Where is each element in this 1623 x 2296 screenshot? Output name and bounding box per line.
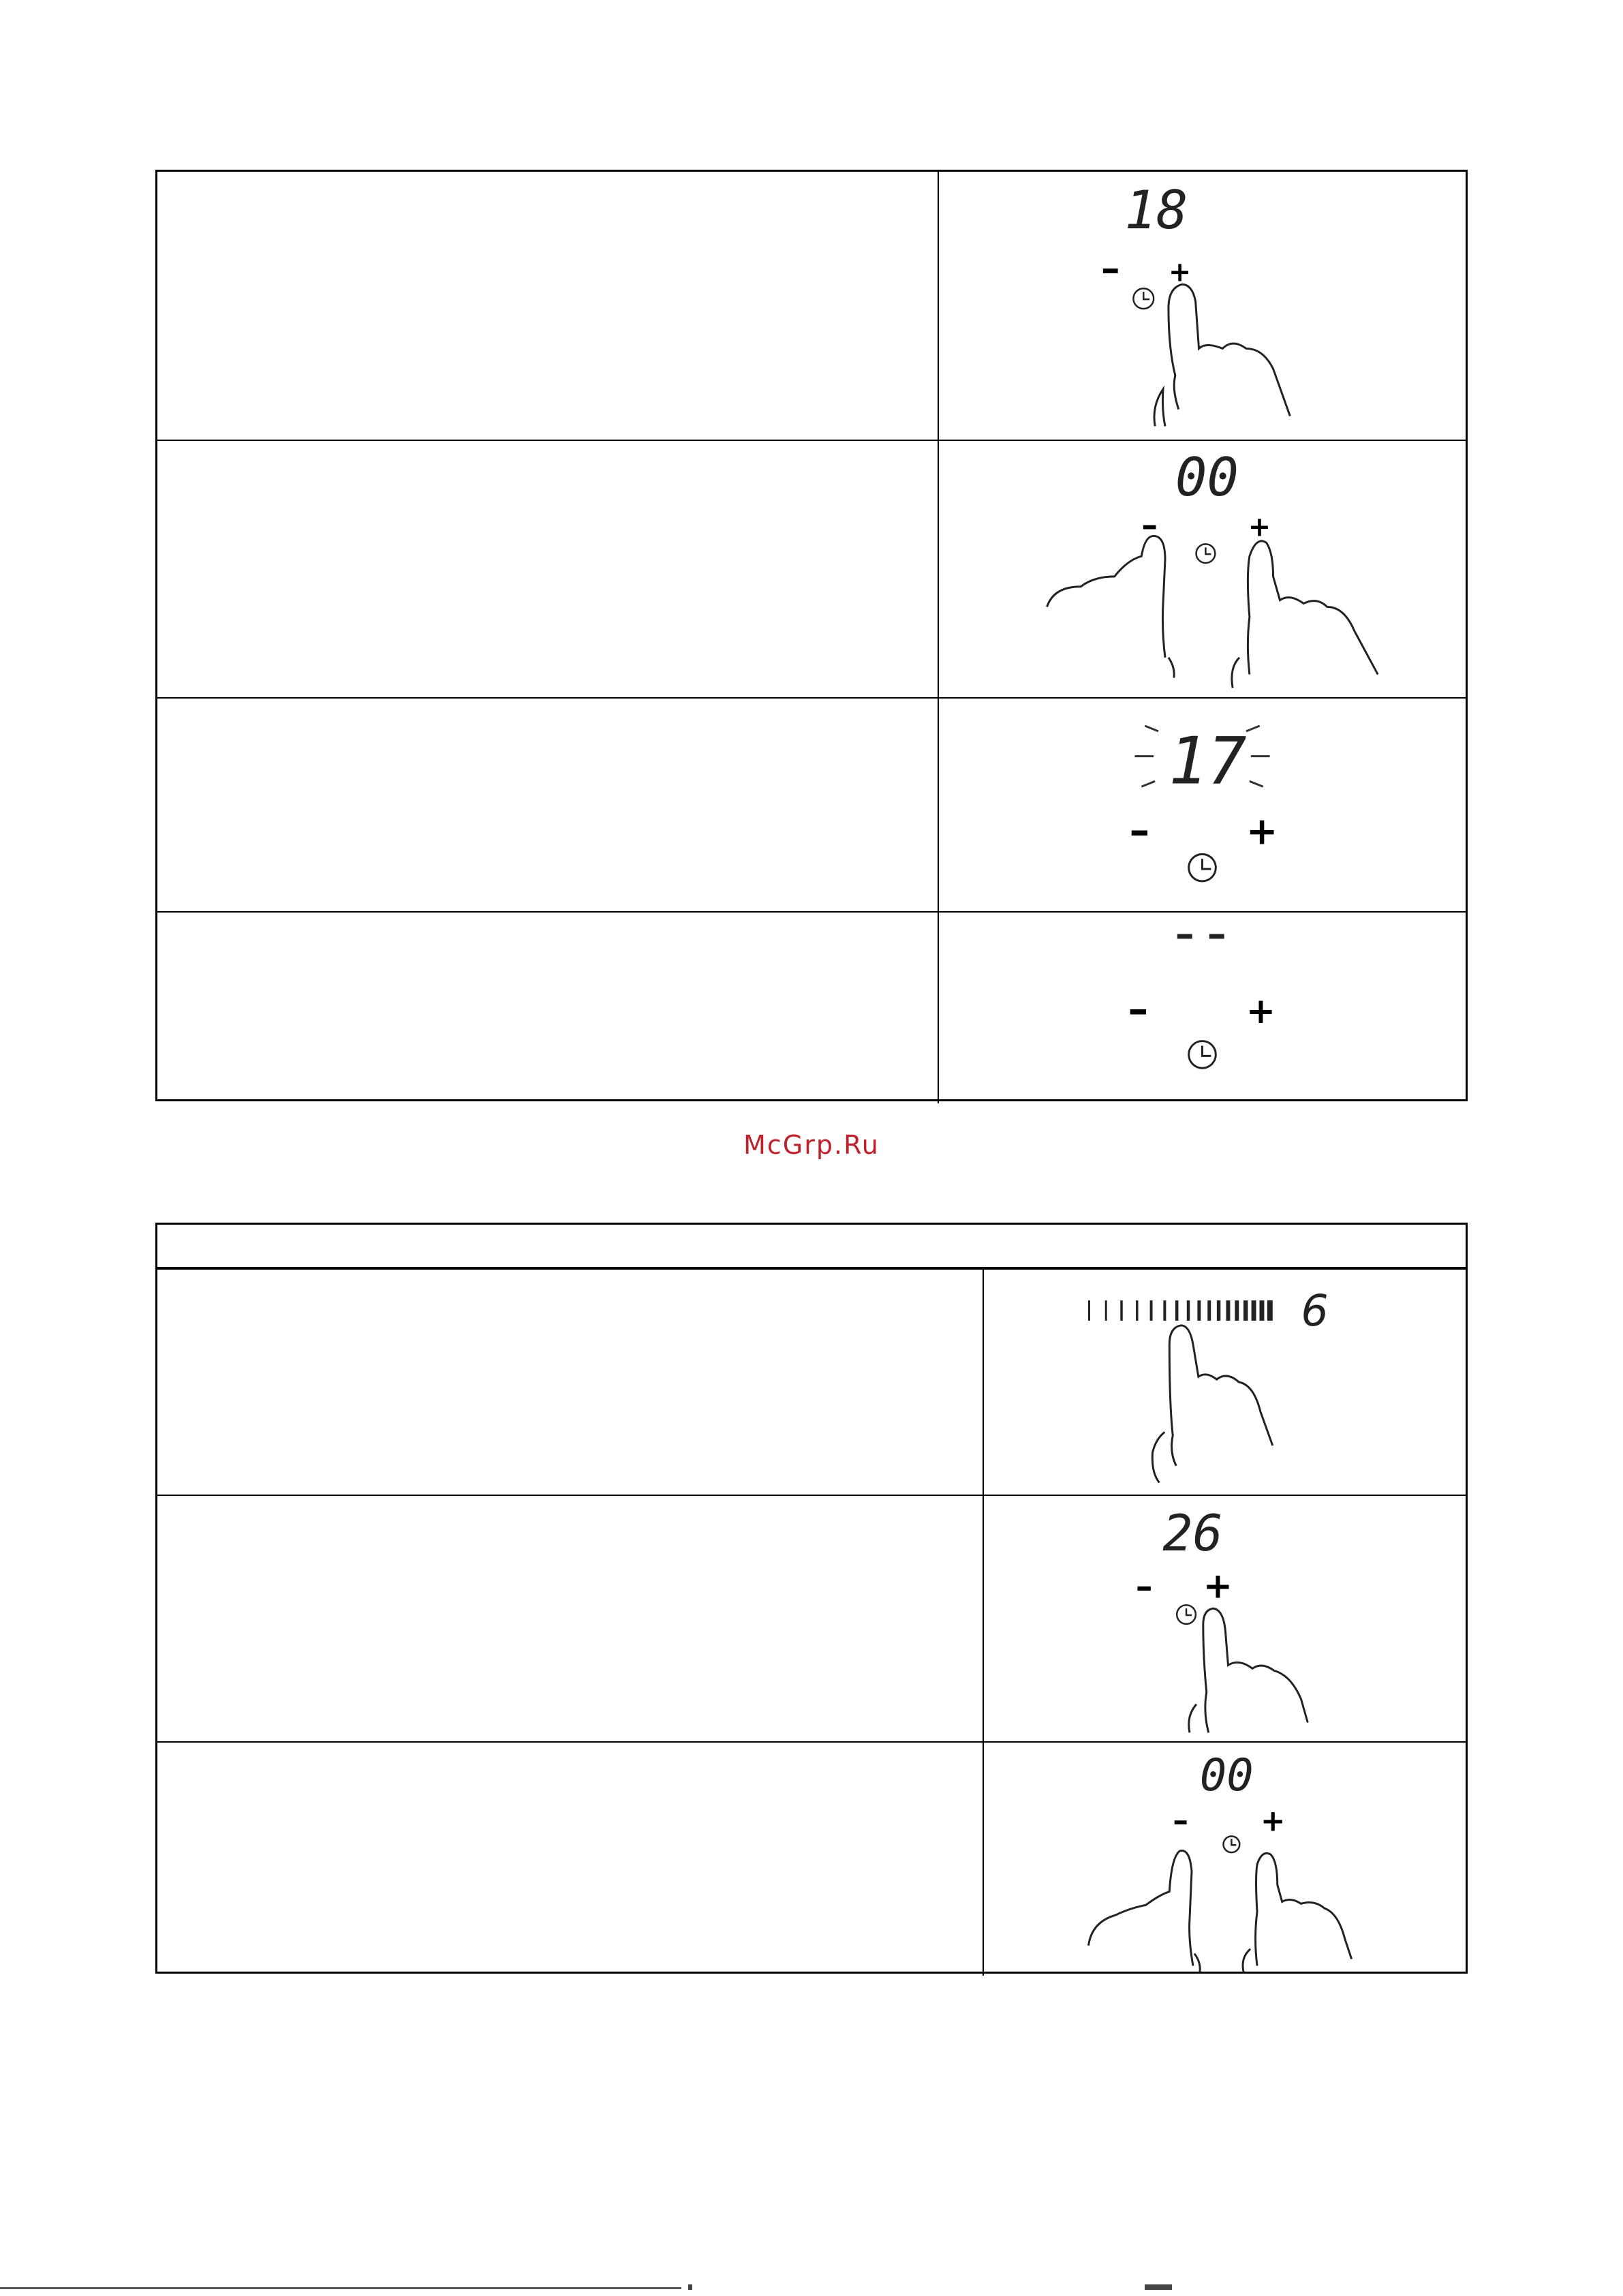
watermark-text: McGrp.Ru [743,1130,880,1160]
finger-icon [1203,1608,1308,1732]
row-description [157,172,938,440]
timer-reset-illustration [939,441,1466,697]
row-description [157,699,938,911]
finger-icon [1169,1326,1273,1466]
table-row [157,1741,1466,1976]
row-description [157,1496,983,1741]
table-row [157,172,1466,440]
instruction-table-1 [155,170,1468,1101]
minus-symbol: – [1128,985,1149,1033]
plus-symbol: + [1246,809,1278,854]
timer-display: 17 [1168,724,1247,799]
timer-reset-illustration [984,1743,1466,1976]
row-illustration [983,1743,1466,1976]
plus-symbol: + [1248,511,1271,543]
plus-symbol: + [1168,256,1192,288]
footer-scan-mark [1145,2284,1172,2290]
left-finger-icon [1047,536,1165,657]
minus-symbol: – [1129,807,1150,855]
row-illustration [938,441,1466,697]
table-row [157,911,1466,1103]
timer-off-illustration [939,913,1466,1103]
timer-display: 18 [1124,180,1188,242]
minus-symbol: – [1173,1802,1189,1839]
timer-display: – – [1175,913,1226,956]
table-row [157,1495,1466,1741]
timer-flashing-illustration [939,699,1466,911]
row-illustration [938,699,1466,911]
timer-display: 00 [1199,1749,1254,1801]
timer-display: 26 [1162,1504,1223,1563]
minus-symbol: – [1100,246,1120,291]
clock-icon [1224,1836,1240,1852]
footer-scan-mark [688,2284,692,2290]
row-description [157,1270,983,1495]
row-illustration [983,1496,1466,1741]
minus-symbol: – [1141,506,1158,545]
row-description [157,441,938,697]
table-row [157,1268,1466,1495]
row-description [157,913,938,1103]
left-finger-icon [1088,1850,1192,1965]
timer-display: 00 [1175,446,1239,508]
instruction-table-2 [155,1223,1468,1974]
power-slider-bar [1089,1300,1269,1321]
timer-press-plus-illustration [939,172,1466,440]
plus-symbol: + [1260,1804,1286,1839]
slider-select-illustration [984,1270,1466,1495]
finger-icon [1169,284,1290,416]
plus-symbol: + [1203,1565,1233,1607]
table-row [157,440,1466,697]
row-illustration [938,913,1466,1103]
table-row [157,697,1466,911]
minus-symbol: – [1135,1566,1153,1606]
row-description [157,1743,983,1976]
clock-icon [1196,544,1216,563]
row-illustration [983,1270,1466,1495]
clock-icon [1189,1041,1216,1069]
clock-icon [1189,854,1216,881]
clock-icon [1133,288,1154,309]
right-finger-icon [1256,1853,1352,1965]
right-finger-icon [1248,541,1378,675]
footer-scan-line [0,2287,681,2289]
row-illustration [938,172,1466,440]
table-title [157,1225,1466,1268]
clock-icon [1177,1605,1196,1624]
power-level-display: 6 [1301,1285,1329,1336]
plus-symbol: + [1246,990,1276,1032]
timer-press-plus-illustration [984,1496,1466,1741]
